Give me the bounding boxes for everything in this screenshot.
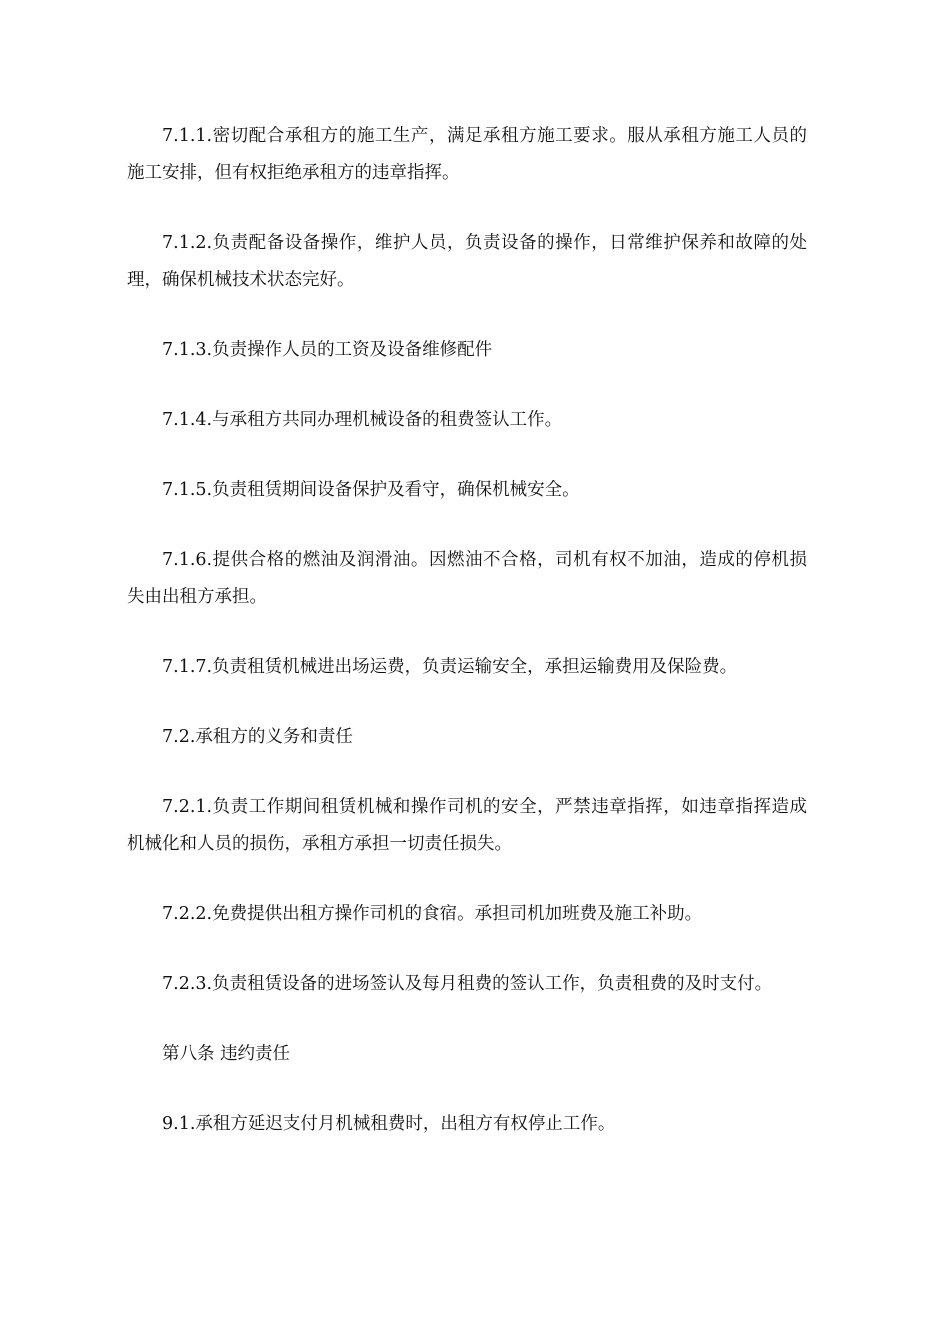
clause-7-1-4: 7.1.4.与承租方共同办理机械设备的租费签认工作。: [162, 410, 563, 430]
article-heading-8: 第八条 违约责任: [162, 1044, 291, 1064]
section-heading-7-2: 7.2.承租方的义务和责任: [162, 727, 353, 747]
clause-7-1-3: 7.1.3.负责操作人员的工资及设备维修配件: [162, 340, 493, 360]
document-body: [127, 118, 807, 1176]
clause-7-1-7: 7.1.7.负责租赁机械进出场运费，负责运输安全，承担运输费用及保险费。: [162, 657, 738, 677]
clause-9-1: 9.1.承租方延迟支付月机械租费时，出租方有权停止工作。: [162, 1114, 616, 1134]
clause-7-1-2: 7.1.2.负责配备设备操作，维护人员，负责设备的操作，日常维护保养和故障的处理，确保机械技术状态完好。: [127, 233, 807, 290]
clause-7-1-1: 7.1.1.密切配合承租方的施工生产，满足承租方施工要求。服从承租方施工人员的施工安排，但有权拒绝承租方的违章指挥。: [127, 126, 807, 183]
clause-7-2-1: 7.2.1.负责工作期间租赁机械和操作司机的安全，严禁违章指挥，如违章指挥造成机械化和人员的损伤，承租方承担一切责任损失。: [127, 797, 807, 854]
clause-7-1-6: 7.1.6.提供合格的燃油及润滑油。因燃油不合格，司机有权不加油，造成的停机损失由出租方承担。: [127, 550, 807, 607]
clause-7-2-2: 7.2.2.免费提供出租方操作司机的食宿。承担司机加班费及施工补助。: [162, 904, 703, 924]
clause-7-2-3: 7.2.3.负责租赁设备的进场签认及每月租费的签认工作，负责租费的及时支付。: [162, 974, 773, 994]
clause-7-1-5: 7.1.5.负责租赁期间设备保护及看守，确保机械安全。: [162, 480, 580, 500]
